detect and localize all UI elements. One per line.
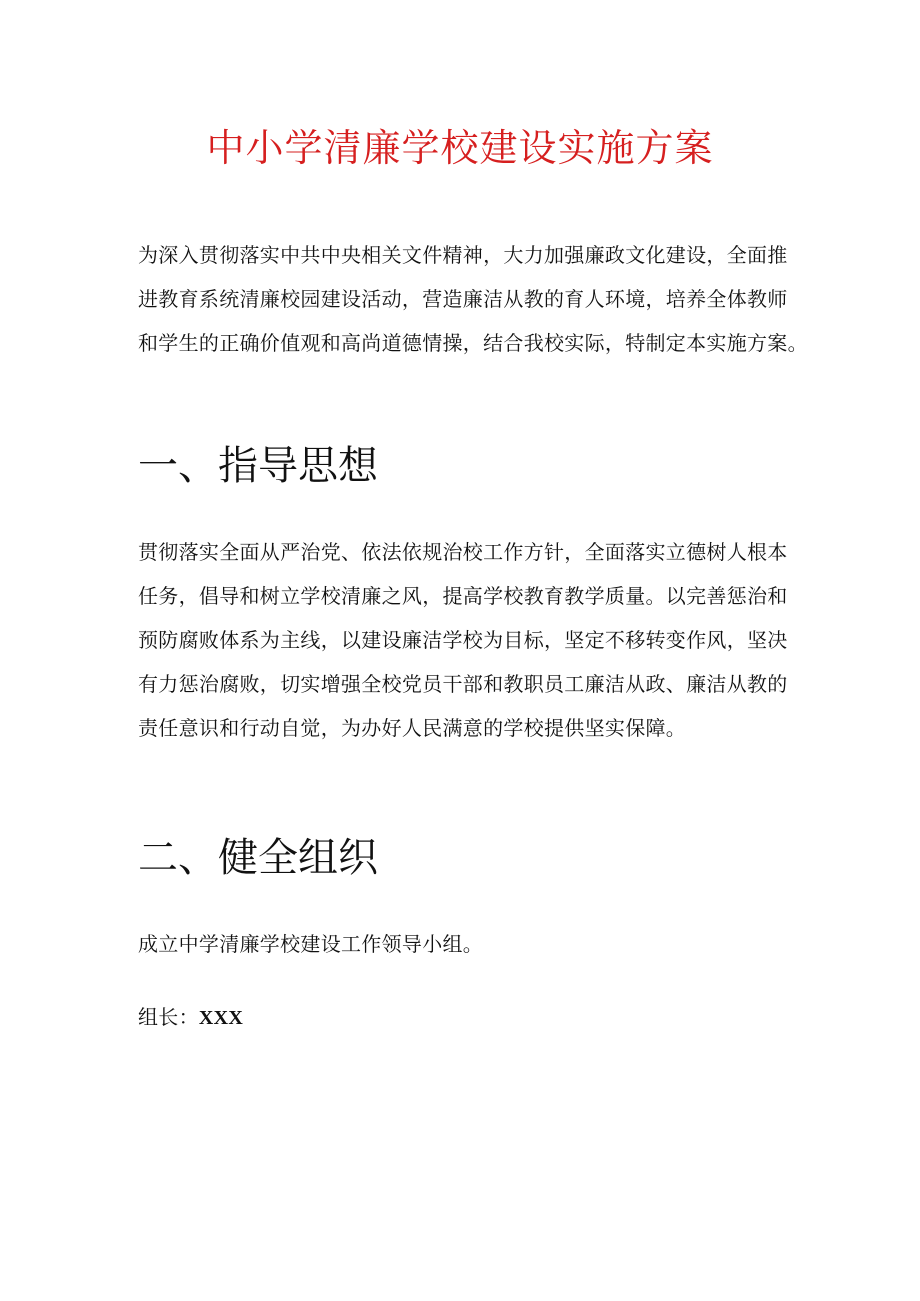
leader-line	[138, 995, 798, 1040]
paragraph-line: 成立中学清廉学校建设工作领导小组。	[138, 932, 484, 956]
intro-line: 为深入贯彻落实中共中央相关文件精神，大力加强廉政文化建设，全面推	[138, 243, 788, 267]
section-heading-organization: 二、健全组织	[138, 835, 378, 881]
document-title: 中小学清廉学校建设实施方案	[206, 126, 714, 170]
paragraph-line: 预防腐败体系为主线，以建设廉洁学校为目标，坚定不移转变作风，坚决	[138, 628, 788, 652]
paragraph-line: 责任意识和行动自觉，为办好人民满意的学校提供坚实保障。	[138, 716, 687, 740]
paragraph-line: 有力惩治腐败，切实增强全校党员干部和教职员工廉洁从政、廉洁从教的	[138, 672, 788, 696]
intro-paragraph	[138, 233, 808, 365]
section-heading-guiding-ideology: 一、指导思想	[138, 443, 378, 489]
leader-label: 组长：	[138, 1005, 199, 1029]
paragraph-line: 贯彻落实全面从严治党、依法依规治校工作方针，全面落实立德树人根本	[138, 540, 788, 564]
organization-paragraph	[138, 922, 798, 966]
guiding-ideology-paragraph	[138, 530, 798, 750]
leader-name: XXX	[198, 1007, 244, 1029]
intro-line: 和学生的正确价值观和高尚道德情操，结合我校实际，特制定本实施方案。	[138, 331, 808, 355]
paragraph-line: 任务，倡导和树立学校清廉之风，提高学校教育教学质量。以完善惩治和	[138, 584, 788, 608]
intro-line: 进教育系统清廉校园建设活动，营造廉洁从教的育人环境，培养全体教师	[138, 287, 788, 311]
